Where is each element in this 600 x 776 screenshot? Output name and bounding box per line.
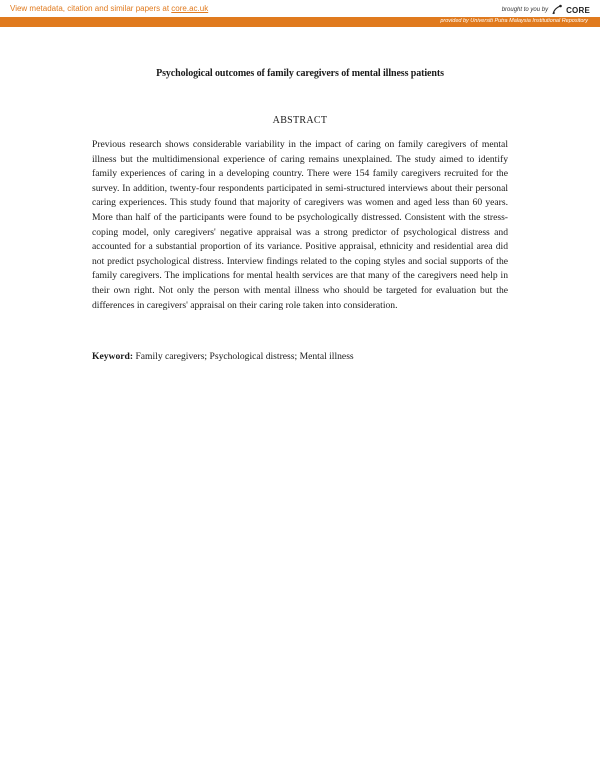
paper-title: Psychological outcomes of family caregivers of mental illness patients (156, 68, 444, 79)
core-metadata-link[interactable] (10, 4, 208, 13)
core-banner (0, 0, 600, 28)
provided-by-text: provided by Universiti Putra Malaysia Institutional Repository (440, 18, 588, 24)
keyword-line (92, 350, 512, 364)
core-provider-bar (0, 17, 600, 27)
keyword-list: Family caregivers; Psychological distress; Mental illness (135, 351, 354, 362)
core-brought-by[interactable] (502, 4, 590, 16)
core-logo-icon (551, 4, 563, 16)
abstract-heading: ABSTRACT (272, 115, 328, 126)
core-name: CORE (566, 5, 590, 15)
core-ac-uk-link[interactable]: core.ac.uk (171, 4, 209, 13)
keyword-label: Keyword: (92, 351, 134, 362)
core-metadata-text: View metadata, citation and similar papers at (10, 4, 172, 13)
abstract-body: Previous research shows considerable variability in the impact of caring on family caregivers of mental illness but the multidimensional experience of caring remains unexplained. The study aimed to identify family experiences of caring in a developing country. There were 154 family caregivers recruited for the survey. In addition, twenty-four respondents participated in semi-structured interviews about their personal caring experiences. This study found that majority of caregivers was women and aged less than 60 years. More than half of the participants were found to be psychologically distressed. Consistent with the stress-coping model, only caregivers' negative appraisal was a strong predictor of psychological distress and accounted for a substantial proportion of its variance. Positive appraisal, ethnicity and residential area did not predict psychological distress. Interview findings related to the coping styles and social supports of the family caregivers. The implications for mental health services are that many of the caregivers need help in their own right. Not only the person with mental illness who should be targeted for evaluation but the differences in caregivers' appraisal on their caring role taken into consideration. (92, 139, 508, 311)
brought-to-you-text: brought to you by (501, 7, 549, 13)
core-banner-top (0, 0, 600, 17)
